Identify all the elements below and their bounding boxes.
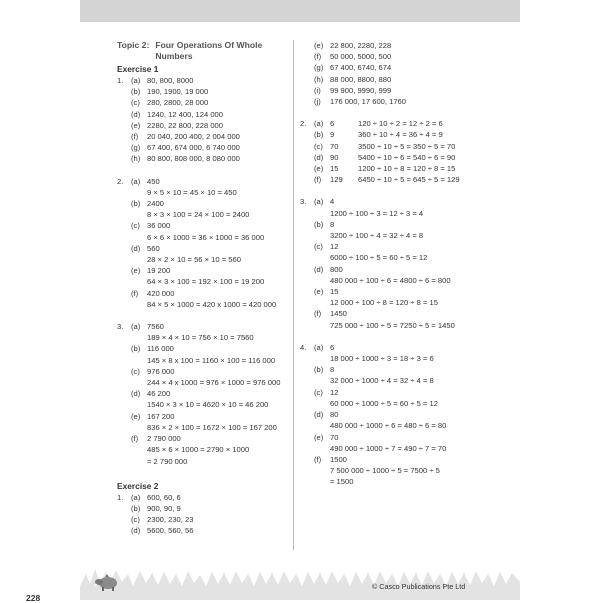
answer-row <box>300 219 505 230</box>
working-text: 6450 ÷ 10 ÷ 5 = 645 ÷ 5 = 129 <box>358 175 460 185</box>
item-label: (g) <box>314 63 324 73</box>
answer-text: 99 900, 9990, 999 <box>330 85 392 95</box>
answer-row <box>117 153 287 164</box>
topic-label: Topic 2: <box>117 40 150 50</box>
answer-text: 420 000 <box>147 288 175 298</box>
answer-row <box>300 62 505 73</box>
answer-row <box>300 454 505 465</box>
item-label: (d) <box>131 243 141 253</box>
item-label: (b) <box>314 219 324 229</box>
answer-text: 90 <box>330 152 339 162</box>
item-label: (c) <box>314 242 323 252</box>
answer-row <box>300 264 505 275</box>
answer-text: 1240, 12 400, 124 000 <box>147 109 224 119</box>
answer-text: 80, 800, 8000 <box>147 76 194 85</box>
answer-text: 6 <box>330 119 335 129</box>
answer-text: 80 800, 808 000, 8 080 000 <box>147 154 240 164</box>
answer-text: 70 <box>330 432 339 442</box>
ex2-q3 <box>300 196 505 330</box>
item-label: (c) <box>131 221 140 231</box>
item-label: (f) <box>131 434 139 444</box>
answer-row <box>117 514 287 525</box>
item-label: (i) <box>314 85 321 95</box>
column-divider <box>293 40 294 550</box>
item-label: (j) <box>314 97 321 107</box>
answer-text: 2300, 230, 23 <box>147 515 194 525</box>
answer-row <box>300 241 505 252</box>
answer-text: 190, 1900, 19 000 <box>147 87 209 97</box>
working-line: 6000 ÷ 100 ÷ 5 = 60 ÷ 5 = 12 <box>330 253 428 263</box>
copyright-notice: © Casco Publications Pte Ltd <box>372 582 466 591</box>
answer-row <box>117 142 287 153</box>
answer-text: 800 <box>330 264 343 274</box>
working-line: 725 000 ÷ 100 ÷ 5 = 7250 ÷ 5 = 1450 <box>330 320 455 330</box>
working-line: 6 × 6 × 1000 = 36 × 1000 = 36 000 <box>147 232 265 242</box>
working-text: 1200 ÷ 10 ÷ 8 = 120 ÷ 8 = 15 <box>358 164 456 174</box>
item-label: (e) <box>314 287 324 297</box>
working-text: 360 ÷ 10 ÷ 4 = 36 ÷ 4 = 9 <box>358 130 443 140</box>
working-line: 189 × 4 × 10 = 756 × 10 = 7560 <box>147 333 254 343</box>
working-line: 1200 ÷ 100 ÷ 3 = 12 ÷ 3 = 4 <box>330 208 424 218</box>
item-label: (g) <box>131 143 141 153</box>
answer-row <box>300 432 505 443</box>
answer-row <box>117 131 287 142</box>
answer-text: 20 040, 200 400, 2 004 000 <box>147 132 240 142</box>
answer-row <box>117 75 287 86</box>
item-label: (h) <box>131 154 141 164</box>
left-column <box>117 40 287 537</box>
answer-text: 450 <box>147 176 160 186</box>
answer-text: 80 <box>330 410 339 420</box>
working-line: 480 000 ÷ 100 ÷ 6 = 4800 ÷ 6 = 800 <box>330 275 451 285</box>
item-label: (a) <box>314 119 324 129</box>
item-label: (a) <box>131 492 141 502</box>
working-line: 490 000 ÷ 1000 ÷ 7 = 490 ÷ 7 = 70 <box>330 443 447 453</box>
answer-row <box>117 265 287 276</box>
item-label: (a) <box>131 176 141 186</box>
answer-text: 36 000 <box>147 221 171 231</box>
answer-text: 15 <box>330 287 339 297</box>
answer-text: 280, 2800, 28 000 <box>147 98 209 108</box>
page-number: 228 <box>26 593 41 603</box>
answer-row <box>117 343 287 354</box>
working-line: 145 × 8 x 100 = 1160 × 100 = 116 000 <box>147 355 276 365</box>
item-label: (d) <box>131 109 141 119</box>
working-text: 120 ÷ 10 ÷ 2 = 12 ÷ 2 = 6 <box>358 119 443 129</box>
item-label: (c) <box>131 98 140 108</box>
topic-title: Four Operations Of Whole Numbers <box>155 40 263 61</box>
item-label: (d) <box>131 389 141 399</box>
working-line: 28 × 2 × 10 = 56 × 10 = 560 <box>147 255 241 265</box>
exercise-1-title: Exercise 1 <box>117 64 159 74</box>
header-band <box>80 0 520 22</box>
answer-row <box>300 364 505 375</box>
item-label: (d) <box>314 264 324 274</box>
working-line: 64 × 3 × 100 = 192 × 100 = 19 200 <box>147 277 265 287</box>
answer-text: 167 200 <box>147 411 175 421</box>
item-label: (f) <box>314 175 322 185</box>
answer-text: 116 000 <box>147 344 174 354</box>
item-label: (b) <box>314 365 324 375</box>
working-line: 84 × 5 × 1000 = 420 x 1000 = 420 000 <box>147 299 277 309</box>
ex2-q2 <box>300 118 505 185</box>
item-label: (e) <box>131 120 141 130</box>
answer-text: 19 200 <box>147 266 171 276</box>
question-number: 4. <box>300 342 307 352</box>
answer-text: 67 400, 674 000, 6 740 000 <box>147 143 240 153</box>
footer <box>80 560 520 600</box>
answer-row <box>117 321 287 332</box>
answer-row <box>300 96 505 107</box>
answer-text: 8 <box>330 365 335 375</box>
item-label: (f) <box>131 288 139 298</box>
answer-row <box>117 120 287 131</box>
answer-row <box>300 286 505 297</box>
answer-row <box>300 163 505 174</box>
answer-row <box>300 118 505 129</box>
ex2-q4 <box>300 342 505 488</box>
question-number: 2. <box>117 176 124 186</box>
answer-row <box>300 85 505 96</box>
item-label: (a) <box>131 76 141 85</box>
answer-row <box>117 388 287 399</box>
answer-row <box>117 86 287 97</box>
item-label: (c) <box>131 366 140 376</box>
working-line: 18 000 ÷ 1000 ÷ 3 = 18 ÷ 3 = 6 <box>330 354 434 364</box>
answer-row <box>300 409 505 420</box>
answer-row <box>300 342 505 353</box>
item-label: (e) <box>314 164 324 174</box>
ex1-q3 <box>117 321 287 467</box>
question-number: 1. <box>117 76 124 85</box>
answer-text: 46 200 <box>147 389 171 399</box>
item-label: (b) <box>131 87 141 97</box>
grass-border-decoration <box>80 560 520 600</box>
answer-text: 1500 <box>330 454 347 464</box>
working-line: 8 × 3 × 100 = 24 × 100 = 2400 <box>147 210 250 220</box>
working-line: 836 × 2 × 100 = 1672 × 100 = 167 200 <box>147 422 277 432</box>
answer-row <box>300 308 505 319</box>
ex2-q1-continued <box>300 40 505 107</box>
item-label: (f) <box>314 52 322 62</box>
answer-text: 1450 <box>330 309 347 319</box>
wild-boar-icon <box>94 572 120 592</box>
item-label: (d) <box>131 526 141 536</box>
item-label: (e) <box>131 411 141 421</box>
item-label: (c) <box>314 141 323 151</box>
item-label: (f) <box>314 454 322 464</box>
answer-text: 12 <box>330 242 339 252</box>
item-label: (c) <box>314 387 323 397</box>
answer-row <box>117 109 287 120</box>
working-line: 7 500 000 ÷ 1000 ÷ 5 = 7500 ÷ 5 <box>330 466 440 476</box>
item-label: (a) <box>314 197 324 207</box>
ex1-q2 <box>117 176 287 310</box>
answer-row <box>117 492 287 503</box>
answer-text: 22 800, 2280, 228 <box>330 41 392 50</box>
answer-row <box>117 525 287 536</box>
answer-row <box>117 366 287 377</box>
working-line: 485 × 6 × 1000 = 2790 × 1000 <box>147 445 250 455</box>
answer-text: 129 <box>330 175 343 185</box>
item-label: (e) <box>131 266 141 276</box>
answer-text: 600, 60, 6 <box>147 492 181 502</box>
answer-text: 50 000, 5000, 500 <box>330 52 392 62</box>
answer-row <box>117 503 287 514</box>
answer-text: 7560 <box>147 322 164 332</box>
answer-row <box>300 51 505 62</box>
working-line: 244 × 4 x 1000 = 976 × 1000 = 976 000 <box>147 378 281 388</box>
answer-row <box>117 288 287 299</box>
answer-text: 976 000 <box>147 366 175 376</box>
answer-text: 4 <box>330 197 335 207</box>
working-text: 5400 ÷ 10 ÷ 6 = 540 ÷ 6 = 90 <box>358 152 456 162</box>
item-label: (e) <box>314 41 324 50</box>
answer-text: 88 000, 8800, 880 <box>330 74 392 84</box>
item-label: (d) <box>314 152 324 162</box>
answer-row <box>117 176 287 187</box>
answer-row <box>117 220 287 231</box>
answer-row <box>300 152 505 163</box>
question-number: 2. <box>300 119 307 129</box>
answer-text: 9 <box>330 130 335 140</box>
answer-row <box>117 97 287 108</box>
ex1-q1 <box>117 75 287 165</box>
item-label: (a) <box>314 342 324 352</box>
right-column <box>300 40 505 488</box>
item-label: (b) <box>314 130 324 140</box>
answer-text: 2400 <box>147 199 164 209</box>
question-number: 3. <box>300 197 307 207</box>
item-label: (d) <box>314 410 324 420</box>
answer-text: 12 <box>330 387 339 397</box>
working-line: 480 000 ÷ 1000 ÷ 6 = 480 ÷ 6 = 80 <box>330 421 447 431</box>
working-line: 3200 ÷ 100 ÷ 4 = 32 ÷ 4 = 8 <box>330 231 424 241</box>
answer-text: 560 <box>147 243 160 253</box>
working-line: 12 000 ÷ 100 ÷ 8 = 120 ÷ 8 = 15 <box>330 298 438 308</box>
answer-text: 15 <box>330 164 339 174</box>
working-line: 60 000 ÷ 1000 ÷ 5 = 60 ÷ 5 = 12 <box>330 398 438 408</box>
working-text: 3500 ÷ 10 ÷ 5 = 350 ÷ 5 = 70 <box>358 141 456 151</box>
answer-text: 176 000, 17 600, 1760 <box>330 97 407 107</box>
answer-text: 2 790 000 <box>147 434 181 444</box>
working-line: 32 000 ÷ 1000 ÷ 4 = 32 ÷ 4 = 8 <box>330 376 434 386</box>
question-number: 1. <box>117 492 124 502</box>
item-label: (h) <box>314 74 324 84</box>
item-label: (c) <box>131 515 140 525</box>
answer-row <box>300 196 505 207</box>
answer-text: 2280, 22 800, 228 000 <box>147 120 224 130</box>
item-label: (b) <box>131 344 141 354</box>
answer-row <box>300 40 505 51</box>
question-number: 3. <box>117 322 124 332</box>
answer-text: 6 <box>330 342 335 352</box>
answer-text: 70 <box>330 141 339 151</box>
answer-text: 900, 90, 9 <box>147 503 181 513</box>
answer-text: 8 <box>330 219 335 229</box>
item-label: (f) <box>131 132 139 142</box>
answer-row <box>117 198 287 209</box>
answer-row <box>117 243 287 254</box>
answer-row <box>300 387 505 398</box>
answer-text: 67 400, 6740, 674 <box>330 63 392 73</box>
answer-row <box>300 74 505 85</box>
answer-row <box>300 174 505 185</box>
answer-text: 5600, 560, 56 <box>147 526 194 536</box>
working-line: = 2 790 000 <box>147 456 188 466</box>
item-label: (f) <box>314 309 322 319</box>
answer-row <box>117 411 287 422</box>
working-line: 9 × 5 × 10 = 45 × 10 = 450 <box>147 187 237 197</box>
ex2-q1 <box>117 492 287 537</box>
exercise-2-title: Exercise 2 <box>117 480 159 491</box>
item-label: (b) <box>131 503 141 513</box>
answer-row <box>300 141 505 152</box>
answer-row <box>300 129 505 140</box>
working-line: = 1500 <box>330 477 354 487</box>
item-label: (b) <box>131 199 141 209</box>
topic-heading <box>117 40 287 61</box>
answer-row <box>117 433 287 444</box>
item-label: (e) <box>314 432 324 442</box>
working-line: 1540 × 3 × 10 = 4620 × 10 = 46 200 <box>147 400 269 410</box>
item-label: (a) <box>131 322 141 332</box>
